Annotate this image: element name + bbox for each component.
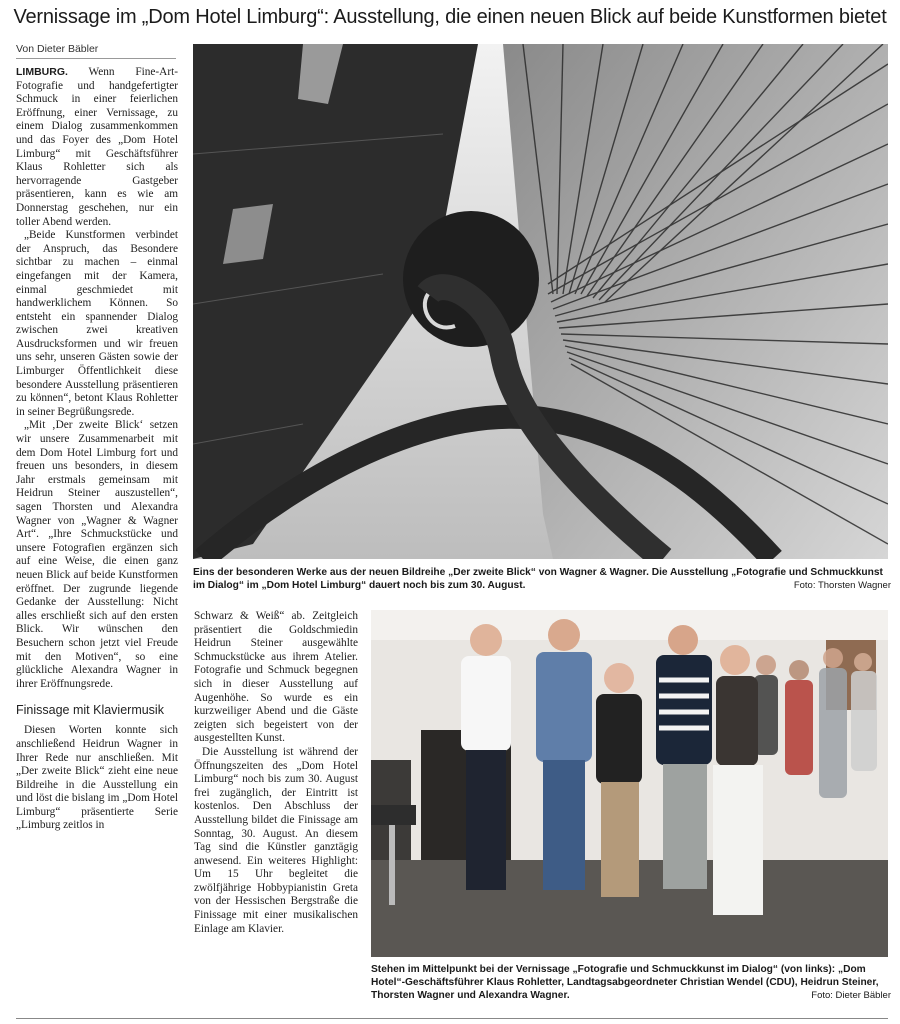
bottom-rule	[16, 1018, 888, 1019]
article-text: Wenn Fine-Art-Fotografie und handgefertigter Schmuck in einer feierlichen Eröffnung, einer Vernissage, zu einem Dialog zusammenkommen und das Foyer des „Dom Hotel Limburg“ mit Geschäftsführer Klaus Rohletter sich als hervorragende Gastgeber präsentieren, kann es wie am Donnerstag geschehen, nur ein toller Abend werden.	[16, 66, 179, 228]
article-paragraph: Die Ausstellung ist während der Öffnungszeiten des „Dom Hotel Limburg“ noch bis zum 30. August frei zugänglich, der Eintritt ist kostenlos. Den Abschluss der Ausstellung bildet die Finissage am Sonntag, 30. August. An diesem Tag sind die Künstler ganztägig anwesend. Ein weiteres Highlight: Um 15 Uhr begleitet die zwölfjährige Hobbypianistin Greta von der Hessischen Bergstraße die Finissage mit einer musikalischen Einlage am Klavier.	[194, 745, 358, 935]
article-paragraph: „Mit ‚Der zweite Blick‘ setzen wir unsere Zusammenarbeit mit dem Dom Hotel Limburg fort und freuen uns besonders, in diesem Jahr erstmals gemeinsam mit Heidrun Steiner auszustellen“, sagen Thorsten und Alexandra Wagner von „Wagner & Wagner Art“. „Ihre Schmuckstücke und unsere Fotografien ergänzen sich auf eine Weise, die einen ganz neuen Blick auf beide Kunstformen eröffnet. Der zugrunde liegende Gedanke der Ausstellung: Nicht alles erschließt sich auf den ersten Blick. Wir wünschen den Besuchern schon jetzt viel Freude mit den Motiven“, so eine glückliche Alexandra Wagner in ihrer Eröffnungsrede.	[16, 419, 178, 690]
sculpture-photo-illustration	[193, 44, 888, 559]
photo-caption-1	[193, 566, 891, 592]
photo-credit: Foto: Thorsten Wagner	[793, 580, 891, 591]
caption-text: Eins der besonderen Werke aus der neuen Bildreihe „Der zweite Blick“ von Wagner & Wagner. Die Ausstellung „Fotografie und Schmuckkunst im Dialog“ im „Dom Hotel Limburg“ dauert noch bis zum 30. August.	[193, 567, 883, 591]
subheading: Finissage mit Klaviermusik	[16, 703, 164, 718]
article-paragraph: Diesen Worten konnte sich anschließend Heidrun Wagner in Ihrer Rede nur anschließen. Mit „Der zweite Blick“ zieht eine neue Bildreihe in die Ausstellung ein und löst die bislang im „Dom Hotel Limburg“ präsentierte Serie „Limburg zeitlos in	[16, 724, 178, 832]
article-column-2	[194, 610, 358, 936]
photo-caption-2	[371, 963, 891, 1002]
article-paragraph	[16, 66, 178, 229]
caption-text: Stehen im Mittelpunkt bei der Vernissage „Fotografie und Schmuckkunst im Dialog“ (von links): „Dom Hotel“-Geschäftsführer Klaus Rohletter, Landtagsabgeordneter Christian Wendel (CDU), Heidrun Steiner, Thorsten Wagner und Alexandra Wagner.	[371, 964, 879, 1001]
photo-credit: Foto: Dieter Bäbler	[811, 990, 891, 1001]
dateline: LIMBURG.	[16, 66, 68, 78]
article-paragraph: Schwarz & Weiß“ ab. Zeitgleich präsentiert die Goldschmiedin Heidrun Steiner ausgewählte Schmuckstücke aus ihrem Atelier. Fotografie und Schmuck begegnen sich in dieser Ausstellung auf Augenhöhe. So wurde es ein kurzweiliger Abend und die Gäste zeigten sich begeistert von der ausgestellten Kunst.	[194, 610, 358, 745]
group-photo	[371, 610, 888, 957]
group-photo-illustration	[371, 610, 888, 957]
article-column-1	[16, 66, 178, 833]
sculpture-photo	[193, 44, 888, 559]
article-paragraph: „Beide Kunstformen verbindet der Anspruch, das Besondere sichtbar zu machen – einmal eingefangen mit der Kamera, einmal geschmiedet mit handwerklichem Können. So entsteht ein spannender Dialog zwischen zwei kreativen Ausdrucksformen und wir freuen uns sehr, unseren Gästen sowie der Limburger Öffentlichkeit diese besondere Ausstellung präsentieren zu können“, betont Klaus Rohletter in seiner Begrüßungsrede.	[16, 229, 178, 418]
headline: Vernissage im „Dom Hotel Limburg“: Ausstellung, die einen neuen Blick auf beide Kunstformen bietet	[13, 6, 887, 28]
byline: Von Dieter Bäbler	[16, 43, 176, 59]
